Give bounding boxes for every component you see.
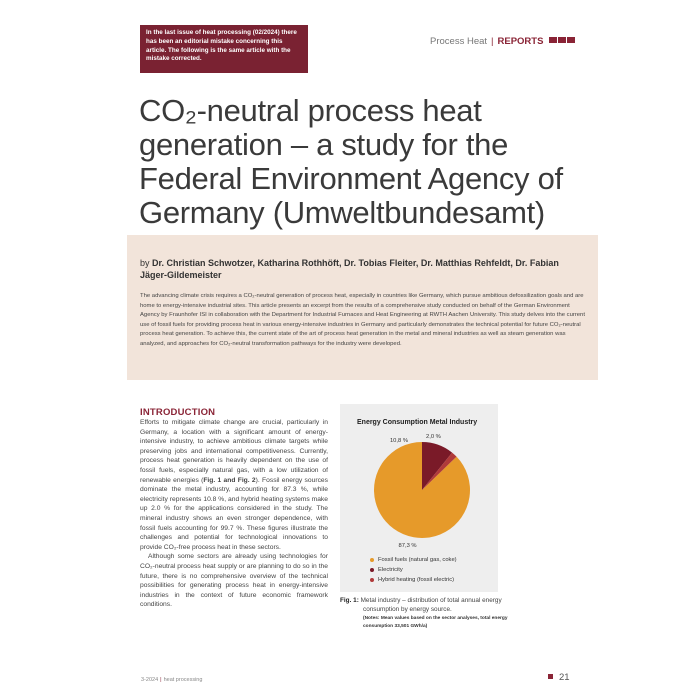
pie-chart	[340, 430, 498, 548]
byline	[140, 257, 560, 281]
figure-caption	[340, 596, 550, 631]
page-number: 21	[548, 672, 570, 683]
legend-swatch-hybrid	[370, 578, 374, 582]
figure-note-2: consumption 33,501 GWh/a)	[363, 624, 428, 629]
page-marker-icon	[548, 674, 553, 679]
legend-item-fossil	[370, 555, 457, 565]
figure-reference: Fig. 1 and Fig. 2	[203, 476, 256, 484]
legend-item-hybrid	[370, 575, 457, 585]
pie-label-hybrid: 2,0 %	[426, 434, 441, 440]
figure-caption-line-2: consumption by energy source.	[363, 606, 452, 613]
figure-label: Fig. 1:	[340, 597, 359, 604]
figure-note-1: (Notes: Mean values based on the sector analyses, total energy	[363, 616, 508, 621]
pie-label-electricity: 10,8 %	[389, 438, 408, 444]
chart-title: Energy Consumption Metal Industry	[357, 419, 478, 426]
introduction-body	[140, 418, 328, 610]
introduction-paragraph-1: Efforts to mitigate climate change are crucial, particularly in Germany, a location with a significant amount of energy-intensive industry, to achieve ambitious climate targets while preserving jobs and international competitiveness. Currently, process heat generation is heavily dependent on the use of fossil fuels, especially natural gas, with a low utilization of renewable energies (Fig. 1 and Fig. 2). Fossil energy sources dominate the metal industry, accounting for 87.3 %, while electricity represents 10.8 %, and hybrid heating systems make up 2.0 % for the applications considered in the study. The mineral industry shows an even stronger dependence, with fossil fuels accounting for 99.7 %. These figures illustrate the challenges and potential for technological innovations to provide CO₂-free process heat in these sectors.	[140, 419, 328, 551]
figure-caption-line-1: Metal industry – distribution of total annual energy	[360, 597, 502, 604]
section-label: Process Heat	[430, 36, 488, 47]
legend-label-electricity: Electricity	[378, 567, 403, 573]
editorial-notice	[140, 25, 308, 73]
footer-journal: heat processing	[163, 677, 203, 683]
footer-separator: |	[160, 677, 162, 683]
byline-authors: Dr. Christian Schwotzer, Katharina Rothhöft, Dr. Tobias Fleiter, Dr. Matthias Rehfeldt, Dr. Fabian Jäger-Gildemeister	[140, 258, 559, 280]
section-header	[430, 36, 600, 48]
legend-item-electricity	[370, 565, 457, 575]
pie-label-fossil: 87,3 %	[398, 543, 417, 550]
category-label: REPORTS	[497, 36, 544, 47]
legend-swatch-fossil	[370, 558, 374, 562]
legend-swatch-electricity	[370, 568, 374, 572]
introduction-paragraph-2: Although some sectors are already using technologies for CO₂-neutral process heat supply or are planning to do so in the future, there is no comprehensive overview of the technical possibilities for generating process heat in energy-intensive industries in the context of future economic framework conditions.	[140, 553, 328, 609]
legend-label-fossil: Fossil fuels (natural gas, coke)	[378, 557, 457, 563]
brand-blocks-icon	[549, 36, 576, 47]
header-separator: |	[491, 36, 494, 47]
footer-issue-number: 3-2024	[141, 677, 159, 683]
chart-legend	[370, 555, 457, 585]
editorial-notice-text: In the last issue of heat processing (02/2024) there has been an editorial mistake concerning this article. The following is the same article with the mistake corrected.	[146, 29, 297, 63]
footer-issue	[141, 677, 202, 683]
byline-prefix: by	[140, 258, 150, 268]
article-title: CO₂-neutral process heat generation – a study for the Federal Environment Agency of Germany (Umweltbundesamt)	[139, 93, 563, 230]
abstract-text: The advancing climate crisis requires a CO₂-neutral generation of process heat, especially in countries like Germany, which pursue ambitious defossilization goals and are home to energy-intensive industrial sites. This article presents an excerpt from the results of a comprehensive study conducted on behalf of the German Environment Agency by Fraunhofer ISI in collaboration with the Department for Industrial Furnaces and Heat Engineering at RWTH Aachen University. This study delves into the current use of fossil fuels for providing process heat in various energy-intensive industries in Germany and particularly demonstrates the technical potential for future CO₂-neutral process heat generation. To achieve this, the current state of the art of process heat generation in the metal and mineral industries as well as steam generation was analyzed, and approaches for CO₂-neutral transformation pathways for the industry were developed.	[140, 293, 585, 347]
introduction-heading: INTRODUCTION	[140, 407, 216, 418]
legend-label-hybrid: Hybrid heating (fossil electric)	[378, 577, 455, 583]
